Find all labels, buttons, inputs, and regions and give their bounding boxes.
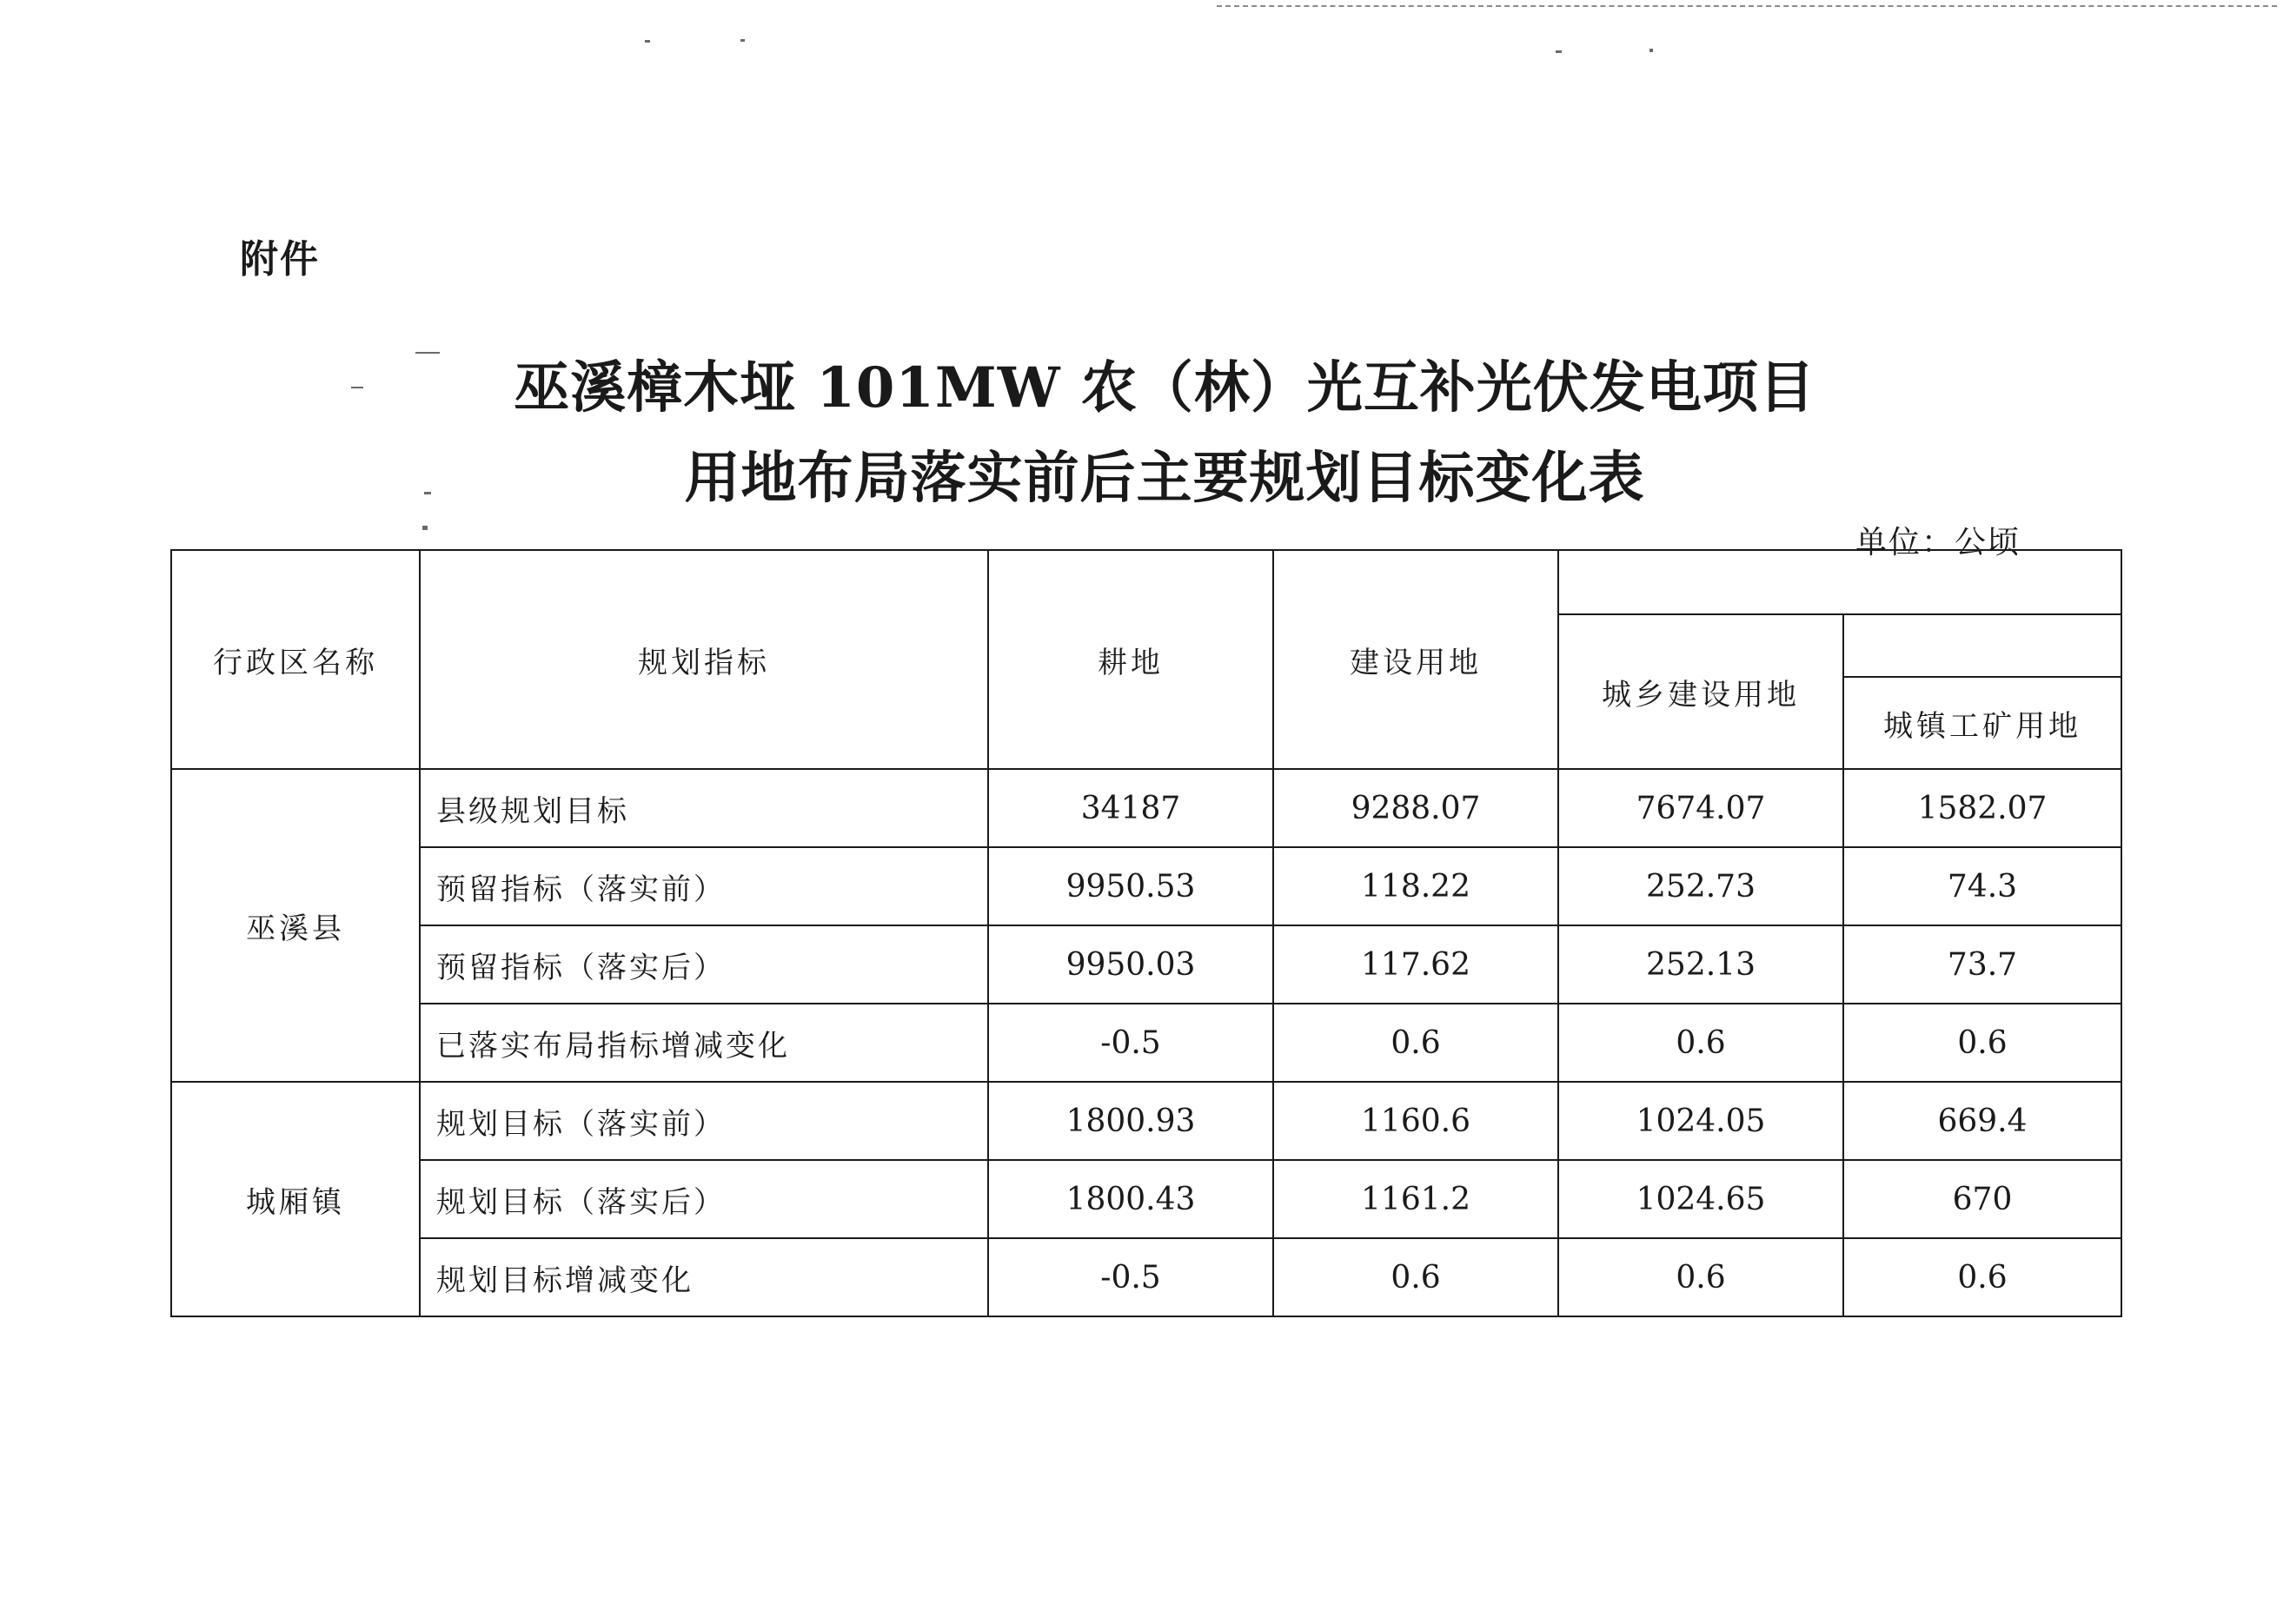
table-row xyxy=(171,1238,2121,1316)
header-blank-cell xyxy=(1843,614,2121,677)
town-mining-cell: 0.6 xyxy=(1843,1004,2121,1082)
cultivated-cell: -0.5 xyxy=(988,1004,1273,1082)
cultivated-cell: 1800.93 xyxy=(988,1082,1273,1160)
construction-cell: 9288.07 xyxy=(1273,769,1558,847)
table-row xyxy=(171,1004,2121,1082)
town-mining-cell: 73.7 xyxy=(1843,925,2121,1004)
indicator-cell: 已落实布局指标增减变化 xyxy=(420,1004,988,1082)
indicator-cell: 预留指标（落实前） xyxy=(420,847,988,925)
header-cultivated-land: 耕地 xyxy=(988,550,1273,769)
title-line-1: 巫溪樟木垭 101MW 农（林）光互补光伏发电项目 xyxy=(514,355,1815,421)
scan-speck xyxy=(645,40,650,43)
urban-rural-cell: 0.6 xyxy=(1558,1004,1843,1082)
document-title xyxy=(313,343,2016,524)
scan-speck xyxy=(1649,49,1653,52)
scan-edge-line xyxy=(1217,5,2277,7)
table-row xyxy=(171,1082,2121,1160)
construction-cell: 1161.2 xyxy=(1273,1160,1558,1238)
construction-cell: 0.6 xyxy=(1273,1004,1558,1082)
construction-cell: 118.22 xyxy=(1273,847,1558,925)
town-mining-cell: 1582.07 xyxy=(1843,769,2121,847)
town-mining-cell: 669.4 xyxy=(1843,1082,2121,1160)
header-indicator: 规划指标 xyxy=(420,550,988,769)
title-line-2: 用地布局落实前后主要规划目标变化表 xyxy=(684,446,1645,511)
urban-rural-cell: 0.6 xyxy=(1558,1238,1843,1316)
urban-rural-cell: 1024.05 xyxy=(1558,1082,1843,1160)
urban-rural-cell: 252.13 xyxy=(1558,925,1843,1004)
planning-target-table xyxy=(170,549,2122,1317)
header-town-mining-land: 城镇工矿用地 xyxy=(1843,677,2121,769)
unit-label: 单位：公顷 xyxy=(1855,525,2021,560)
urban-rural-cell: 252.73 xyxy=(1558,847,1843,925)
cultivated-cell: -0.5 xyxy=(988,1238,1273,1316)
indicator-cell: 规划目标（落实前） xyxy=(420,1082,988,1160)
header-construction-land: 建设用地 xyxy=(1273,550,1558,769)
scan-speck xyxy=(740,39,745,42)
table-row xyxy=(171,1160,2121,1238)
urban-rural-cell: 1024.65 xyxy=(1558,1160,1843,1238)
table-row xyxy=(171,925,2121,1004)
region-cell: 城厢镇 xyxy=(171,1082,420,1316)
header-region: 行政区名称 xyxy=(171,550,420,769)
urban-rural-cell: 7674.07 xyxy=(1558,769,1843,847)
header-urban-rural-land: 城乡建设用地 xyxy=(1558,614,1843,769)
town-mining-cell: 670 xyxy=(1843,1160,2121,1238)
construction-cell: 0.6 xyxy=(1273,1238,1558,1316)
scan-speck xyxy=(1556,50,1562,53)
table-row xyxy=(171,769,2121,847)
town-mining-cell: 74.3 xyxy=(1843,847,2121,925)
cultivated-cell: 34187 xyxy=(988,769,1273,847)
cultivated-cell: 1800.43 xyxy=(988,1160,1273,1238)
construction-cell: 1160.6 xyxy=(1273,1082,1558,1160)
indicator-cell: 规划目标增减变化 xyxy=(420,1238,988,1316)
cultivated-cell: 9950.53 xyxy=(988,847,1273,925)
indicator-cell: 县级规划目标 xyxy=(420,769,988,847)
town-mining-cell: 0.6 xyxy=(1843,1238,2121,1316)
scan-speck xyxy=(422,526,428,530)
region-cell: 巫溪县 xyxy=(171,769,420,1082)
table-row xyxy=(171,847,2121,925)
attachment-label: 附件 xyxy=(240,237,320,282)
construction-cell: 117.62 xyxy=(1273,925,1558,1004)
indicator-cell: 规划目标（落实后） xyxy=(420,1160,988,1238)
header-blank-cell xyxy=(1558,550,2121,614)
indicator-cell: 预留指标（落实后） xyxy=(420,925,988,1004)
cultivated-cell: 9950.03 xyxy=(988,925,1273,1004)
